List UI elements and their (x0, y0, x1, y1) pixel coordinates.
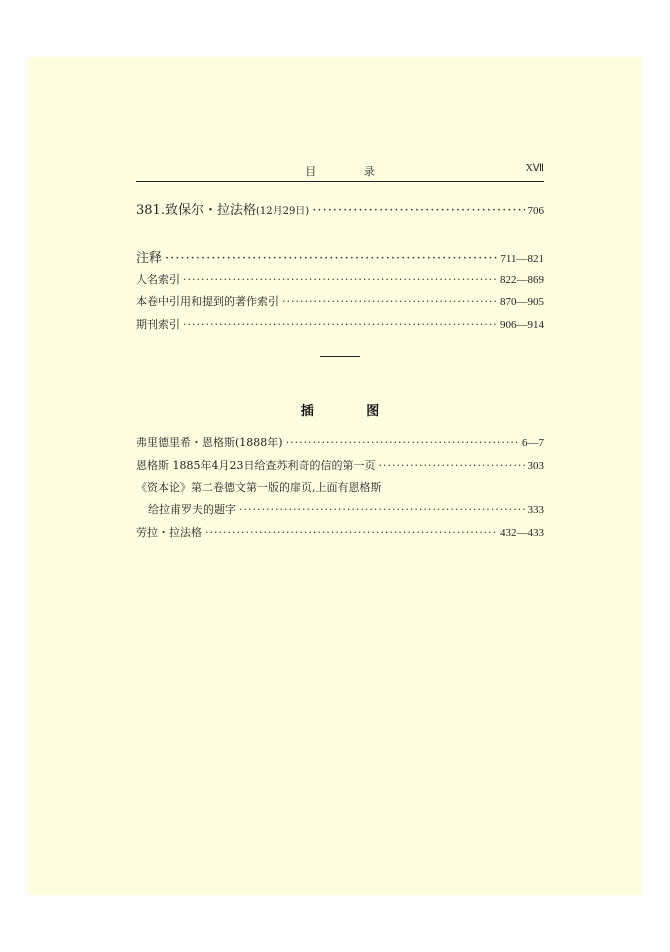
toc-entry-page: 706 (527, 205, 544, 217)
leader-dots (379, 459, 525, 472)
illustration-entry[interactable] (136, 524, 544, 540)
illustration-entry[interactable] (148, 501, 544, 517)
toc-entry-label: 人名索引 (136, 273, 180, 286)
toc-entry-notes[interactable] (136, 247, 544, 266)
illustration-label: 弗里德里希・恩格斯(1888年) (136, 436, 283, 449)
leader-dots (282, 295, 497, 308)
illustration-label: 劳拉・拉法格 (136, 526, 202, 539)
leader-dots (286, 436, 519, 449)
leader-dots (239, 503, 525, 516)
illustration-entry[interactable] (136, 434, 544, 450)
toc-entry-page: 711—821 (500, 253, 544, 265)
illustration-label: 恩格斯 1885年4月23日给查苏利奇的信的第一页 (136, 459, 376, 472)
illustration-entry[interactable] (136, 457, 544, 473)
running-head-page-number: XⅦ (525, 163, 544, 174)
toc-entry-date-note: (12月29日) (255, 206, 310, 217)
running-head (136, 163, 544, 182)
running-head-title: 目 录 (305, 165, 397, 178)
toc-entry-works-index[interactable] (136, 293, 544, 309)
toc-entry-name-index[interactable] (136, 271, 544, 287)
toc-entry-page: 906—914 (500, 319, 544, 331)
toc-entry-label: 381.致保尔・拉法格(12月29日) (136, 203, 310, 218)
toc-entry-periodicals-index[interactable] (136, 316, 544, 332)
leader-dots (183, 273, 497, 286)
illustration-page: 333 (527, 504, 544, 516)
toc-entry-page: 822—869 (500, 274, 544, 286)
toc-entry-label: 本卷中引用和提到的著作索引 (136, 295, 279, 308)
leader-dots (165, 251, 497, 266)
illustrations-heading: 插 图 (300, 404, 404, 419)
toc-entry-page: 870—905 (500, 296, 544, 308)
illustration-page: 432—433 (500, 527, 544, 539)
leader-dots (312, 203, 524, 218)
toc-entry-letter-381[interactable] (136, 199, 544, 218)
illustration-page: 6—7 (522, 437, 544, 449)
illustration-page: 303 (527, 460, 544, 472)
toc-entry-label: 期刊索引 (136, 318, 180, 331)
leader-dots (205, 526, 497, 539)
illustration-label-line1: 《资本论》第二卷德文第一版的扉页,上面有恩格斯 (136, 481, 382, 494)
section-divider (320, 356, 360, 357)
toc-entry-label: 注释 (136, 251, 163, 266)
leader-dots (183, 318, 497, 331)
illustration-label: 给拉甫罗夫的题字 (148, 503, 236, 516)
page-background (28, 57, 642, 895)
